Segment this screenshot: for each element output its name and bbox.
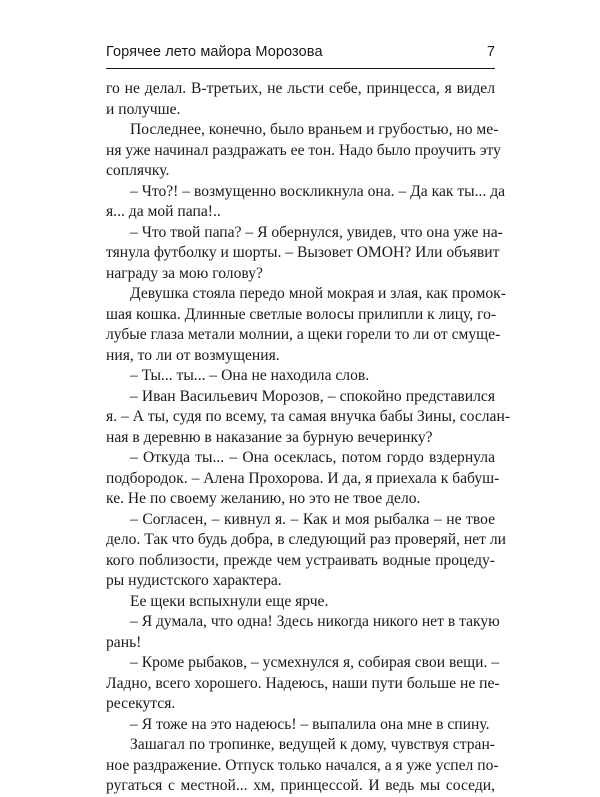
text-line: награду за мою голову? — [106, 264, 263, 282]
text-line: – Я тоже на это надеюсь! – выпалила она мне в спину. — [130, 715, 490, 733]
text-line: я... да мой папа!.. — [106, 203, 221, 220]
text-line: – Что?! – возмущенно воскликнула она. – Да как ты... да — [130, 182, 506, 200]
text-line: ния, то ли от возмущения. — [106, 346, 280, 364]
text-line: – Откуда ты... – Она осеклась, потом гордо вздернула — [130, 449, 495, 466]
text-line: ресекутся. — [106, 695, 176, 712]
text-line: шая кошка. Длинные светлые волосы прилипли к лицу, го- — [106, 305, 497, 323]
text-line: – Ты... ты... – Она не находила слов. — [130, 367, 370, 384]
text-line: ры нудистского характера. — [106, 572, 282, 589]
text-line: Зашагал по тропинке, ведущей к дому, чувствуя стран- — [130, 736, 495, 753]
text-line: Ее щеки вспыхнули еще ярче. — [130, 592, 329, 610]
body-text — [106, 79, 511, 797]
text-line: ке. Не по своему желанию, но это не твое дело. — [106, 490, 421, 507]
text-line: – Иван Васильевич Морозов, – спокойно представился — [130, 387, 495, 405]
book-title: Горячее лето майора Морозова — [106, 44, 323, 60]
text-line: лубые глаза метали молнии, а щеки горели то ли от смуще- — [106, 326, 501, 343]
text-line: ругаться с местной... хм, принцессой. И ведь мы соседи, — [106, 777, 495, 794]
text-line: – Кроме рыбаков, – усмехнулся я, собирая свои вещи. – — [130, 654, 500, 671]
text-line: ня уже начинал раздражать ее тон. Надо было проучить эту — [106, 141, 501, 159]
text-line: го не делал. В-третьих, не льсти себе, принцесса, я видел — [106, 80, 495, 97]
text-line: ная в деревню в наказание за бурную вечеринку? — [106, 428, 433, 446]
running-header — [106, 40, 495, 66]
text-line: ное раздражение. Отпуск только начался, а я уже успел по- — [106, 756, 499, 774]
page-number: 7 — [486, 44, 495, 60]
text-line: соплячку. — [106, 162, 170, 179]
text-line: – Согласен, – кивнул я. – Как и моя рыбалка – не твое — [130, 510, 495, 528]
text-line: – Что твой папа? – Я обернулся, увидев, что она уже на- — [130, 223, 503, 241]
text-line: подбородок. – Алена Прохорова. И да, я приехала к бабуш- — [106, 469, 500, 487]
text-line: тянула футболку и шорты. – Вызовет ОМОН? Или объявит — [106, 244, 500, 261]
text-line: дело. Так что будь добра, в следующий раз проверяй, нет ли — [106, 531, 506, 548]
text-line: – Я думала, что одна! Здесь никогда никого нет в такую — [130, 613, 500, 630]
text-line: Девушка стояла передо мной мокрая и злая, как промок- — [130, 285, 506, 302]
text-line: рань! — [106, 633, 142, 651]
text-line: Ладно, всего хорошего. Надеюсь, наши пути больше не пе- — [106, 674, 500, 692]
text-line: кого поблизости, прежде чем устраивать водные процеду- — [106, 551, 495, 569]
text-line: и получше. — [106, 100, 181, 118]
text-line: Последнее, конечно, было враньем и грубостью, но ме- — [130, 121, 499, 138]
text-line: я. – А ты, судя по всему, та самая внучка бабы Зины, сослан- — [106, 408, 511, 425]
header-rule — [106, 68, 495, 69]
